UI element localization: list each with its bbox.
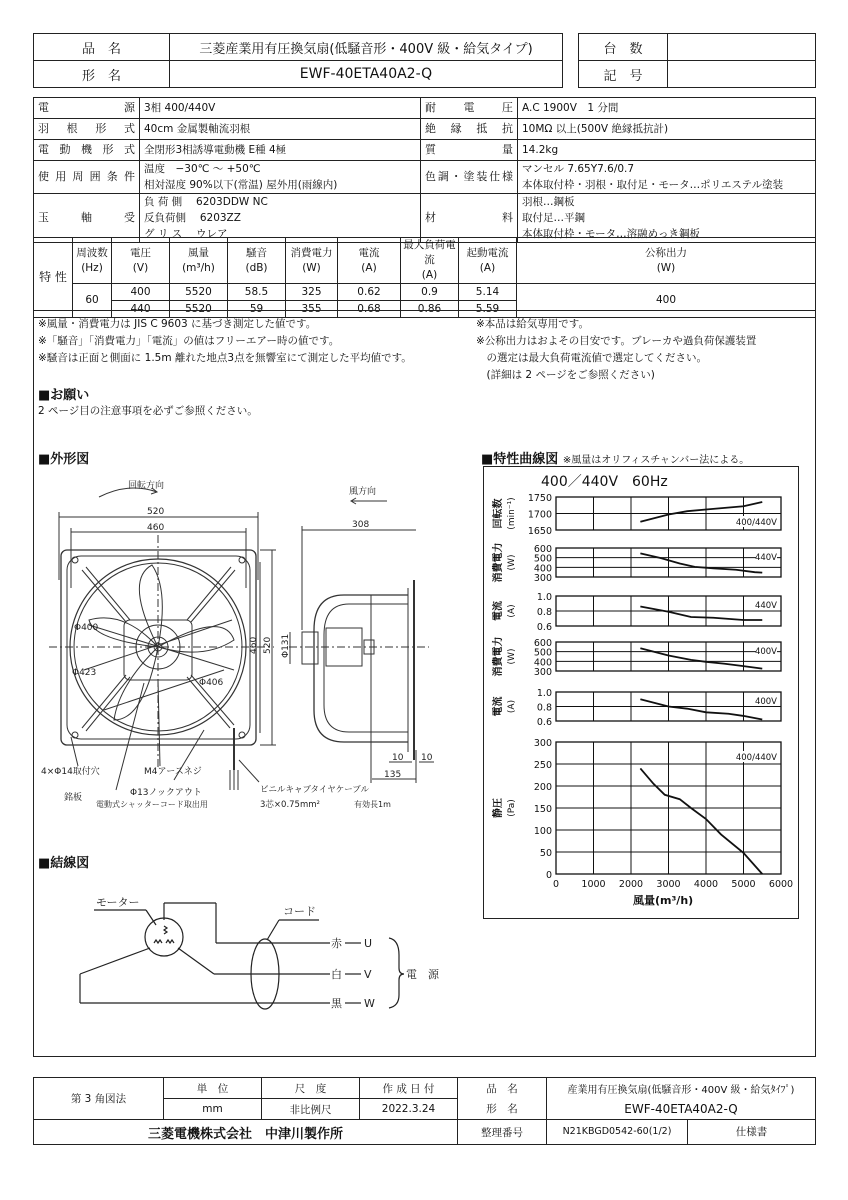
col-name: 電流 bbox=[358, 246, 380, 259]
callout-cable-len: 有効長1m bbox=[354, 800, 391, 809]
footer-product-name: 産業用有圧換気扇(低騒音形・400V 級・給気ﾀｲﾌﾟ) bbox=[547, 1078, 816, 1099]
wire-phase: U bbox=[364, 937, 373, 950]
power-cell: 355 bbox=[286, 301, 338, 318]
spec-line: 負 荷 側 6203DDW NC bbox=[144, 196, 268, 208]
col-unit: (W) bbox=[302, 261, 321, 274]
col-header bbox=[338, 238, 401, 284]
dim-h520: 520 bbox=[263, 636, 273, 654]
spec-value bbox=[140, 194, 421, 243]
col-header bbox=[112, 238, 170, 284]
name-label: 品 名 bbox=[458, 1078, 547, 1099]
series-label: 400/440V bbox=[735, 753, 777, 763]
request-text: 2 ページ目の注意事項を必ずご参照ください。 bbox=[38, 405, 258, 417]
company: 三菱電機株式会社 中津川製作所 bbox=[34, 1120, 458, 1145]
note-line: (詳細は 2 ページをご参照ください) bbox=[476, 369, 655, 381]
spec-line: 取付足…平鋼 bbox=[522, 212, 585, 224]
y-tick-label: 300 bbox=[533, 573, 552, 584]
y-tick-label: 1650 bbox=[527, 526, 552, 537]
col-unit: (m³/h) bbox=[182, 261, 215, 274]
col-header bbox=[286, 238, 338, 284]
col-header bbox=[517, 238, 816, 284]
dim-10b: 10 bbox=[421, 753, 433, 763]
spec-label: 使用周囲条件 bbox=[34, 161, 140, 194]
symbol-value[interactable] bbox=[668, 61, 816, 88]
col-name: 起動電流 bbox=[466, 246, 509, 259]
noise-cell: 58.5 bbox=[228, 284, 286, 301]
x-tick-label: 4000 bbox=[693, 879, 719, 890]
y-tick-label: 600 bbox=[533, 544, 552, 555]
y-axis-label: 消費電力 bbox=[493, 542, 504, 583]
note-line: の選定は最大負荷電流値で選定してください。 bbox=[476, 352, 707, 364]
start-current-cell: 5.14 bbox=[459, 284, 517, 301]
col-unit: (V) bbox=[132, 261, 149, 274]
y-tick-label: 300 bbox=[533, 738, 552, 749]
y-tick-label: 1700 bbox=[527, 509, 552, 521]
x-tick-label: 5000 bbox=[731, 879, 756, 890]
y-tick-label: 100 bbox=[533, 826, 552, 837]
spec-value: 10MΩ 以上(500V 絶縁抵抗計) bbox=[518, 119, 816, 140]
current-cell: 0.68 bbox=[338, 301, 401, 318]
max-current-cell: 0.86 bbox=[401, 301, 459, 318]
y-tick-label: 50 bbox=[539, 848, 552, 859]
spec-table bbox=[33, 97, 816, 243]
note-line: ※本品は給気専用です。 bbox=[476, 318, 589, 330]
unit-label: 単 位 bbox=[164, 1078, 262, 1099]
noise-cell: 59 bbox=[228, 301, 286, 318]
col-name: 騒音 bbox=[246, 246, 267, 259]
unit-value: mm bbox=[164, 1099, 262, 1120]
dim-308: 308 bbox=[352, 520, 370, 530]
quantity-label: 台 数 bbox=[579, 34, 668, 61]
col-name: 消費電力 bbox=[290, 246, 333, 259]
start-current-cell: 5.59 bbox=[459, 301, 517, 318]
projection: 第 3 角図法 bbox=[34, 1078, 164, 1120]
spec-label: 電動機形式 bbox=[34, 140, 140, 161]
col-unit: (A) bbox=[479, 261, 496, 274]
doc-info bbox=[547, 1120, 816, 1145]
spec-line: 本体取付枠・羽根・取付足・モータ…ポリエステル塗装 bbox=[522, 179, 784, 191]
frequency-cell: 60 bbox=[73, 284, 112, 318]
col-header bbox=[228, 238, 286, 284]
scale-value: 非比例尺 bbox=[262, 1099, 360, 1120]
motor-label: モーター bbox=[96, 896, 140, 909]
motor-icon bbox=[145, 918, 183, 956]
model-label: 形 名 bbox=[34, 61, 170, 88]
spec-line: マンセル 7.65Y7.6/0.7 bbox=[522, 163, 635, 175]
date-label: 作 成 日 付 bbox=[360, 1078, 458, 1099]
power-label: 電 源 bbox=[406, 968, 439, 981]
col-name: 電圧 bbox=[130, 246, 151, 259]
callout-cable: ビニルキャブタイヤケーブル bbox=[260, 785, 369, 795]
y-axis-label: 回転数 bbox=[493, 498, 504, 529]
col-name: 最大負荷電流 bbox=[403, 239, 456, 266]
voltage-cell: 400 bbox=[112, 284, 170, 301]
outline-drawing bbox=[34, 470, 474, 830]
col-unit: (Hz) bbox=[81, 261, 103, 274]
x-tick-label: 3000 bbox=[656, 879, 681, 890]
dim-10a: 10 bbox=[392, 753, 404, 763]
callout-knockout-sub: 電動式シャッターコード取出用 bbox=[96, 800, 208, 809]
wiring-diagram bbox=[34, 880, 439, 1020]
dim-d131: Φ131 bbox=[281, 633, 291, 658]
spec-label: 絶縁抵抗 bbox=[421, 119, 518, 140]
rated-output-cell: 400 bbox=[517, 284, 816, 318]
scale-label: 尺 度 bbox=[262, 1078, 360, 1099]
spec-line: グ リ ス ウレア bbox=[144, 228, 228, 240]
header-table bbox=[33, 33, 563, 88]
symbol-label: 記 号 bbox=[579, 61, 668, 88]
max-current-cell: 0.9 bbox=[401, 284, 459, 301]
col-header bbox=[401, 238, 459, 284]
outline-title: ■外形図 bbox=[38, 452, 90, 467]
y-tick-label: 300 bbox=[533, 667, 552, 678]
callout-plate: 銘板 bbox=[64, 793, 83, 803]
notes-right bbox=[476, 316, 756, 384]
col-unit: (A) bbox=[421, 269, 438, 281]
chart-section-title bbox=[481, 448, 749, 467]
col-header bbox=[73, 238, 112, 284]
y-tick-label: 150 bbox=[533, 804, 552, 815]
y-axis-unit: (A) bbox=[507, 604, 517, 618]
y-tick-label: 400 bbox=[533, 657, 552, 669]
y-tick-label: 1750 bbox=[527, 493, 552, 504]
callout-knockout: Φ13ノックアウト bbox=[130, 788, 202, 798]
spec-label: 質量 bbox=[421, 140, 518, 161]
spec-value: 全閉形3相誘導電動機 E種 4極 bbox=[140, 140, 421, 161]
y-axis-unit: (W) bbox=[507, 648, 517, 665]
note-line: ※「騒音」「消費電力」「電流」の値はフリーエアー時の値です。 bbox=[38, 335, 340, 347]
spec-value: 40cm 金属製軸流羽根 bbox=[140, 119, 421, 140]
dim-135: 135 bbox=[384, 770, 402, 780]
characteristics-table bbox=[33, 237, 816, 318]
wire-color: 白 bbox=[331, 968, 342, 981]
rotation-label: 回転方向 bbox=[128, 481, 165, 491]
series-label: 440V bbox=[754, 553, 777, 563]
y-tick-label: 500 bbox=[533, 647, 552, 659]
y-tick-label: 1.0 bbox=[536, 592, 552, 603]
y-axis-label: 電流 bbox=[493, 696, 504, 717]
series-label: 400V bbox=[754, 647, 777, 657]
note-line: ※風量・消費電力は JIS C 9603 に基づき測定した値です。 bbox=[38, 318, 317, 330]
airflow-cell: 5520 bbox=[170, 301, 228, 318]
spec-label: 羽根形式 bbox=[34, 119, 140, 140]
notes-left bbox=[38, 316, 412, 367]
y-tick-label: 400 bbox=[533, 563, 552, 575]
chart-note: ※風量はオリフィスチャンバー法による。 bbox=[562, 455, 750, 466]
model-label: 形 名 bbox=[458, 1099, 547, 1120]
airflow-cell: 5520 bbox=[170, 284, 228, 301]
dim-460: 460 bbox=[147, 523, 165, 533]
wire-color: 黒 bbox=[331, 997, 342, 1010]
dim-h460: 460 bbox=[249, 636, 259, 654]
spec-label: 電源 bbox=[34, 98, 140, 119]
brace-icon bbox=[389, 938, 404, 1008]
note-line: ※公称出力はおよその目安です。ブレーカや過負荷保護装置 bbox=[476, 335, 757, 347]
y-tick-label: 250 bbox=[533, 760, 552, 771]
product-name-label: 品 名 bbox=[34, 34, 170, 61]
callout-cable-spec: 3芯×0.75mm² bbox=[260, 800, 320, 810]
y-tick-label: 0.6 bbox=[536, 717, 552, 728]
series-label: 400/440V bbox=[735, 518, 777, 528]
spec-value: 14.2kg bbox=[518, 140, 816, 161]
wire-color: 赤 bbox=[331, 937, 342, 950]
dim-520: 520 bbox=[147, 507, 165, 517]
callout-mount-holes: 4×Φ14取付穴 bbox=[41, 767, 100, 777]
dim-d423: Φ423 bbox=[72, 668, 97, 678]
request-title: ■お願い bbox=[38, 388, 90, 403]
y-axis-label: 電流 bbox=[493, 601, 504, 621]
x-tick-label: 2000 bbox=[618, 879, 644, 890]
y-tick-label: 0 bbox=[545, 870, 552, 881]
chart-section-heading: ■特性曲線図 bbox=[481, 452, 559, 467]
y-tick-label: 0.8 bbox=[536, 607, 552, 618]
spec-line: 相対湿度 90%以下(常温) 屋外用(雨線内) bbox=[144, 179, 338, 191]
wiring-title: ■結線図 bbox=[38, 856, 90, 871]
doc-number: N21KBGD0542-60(1/2) bbox=[547, 1120, 688, 1144]
y-tick-label: 0.6 bbox=[536, 622, 552, 633]
spec-line: 温度 −30℃ 〜 +50℃ bbox=[144, 163, 261, 175]
spec-label: 耐電圧 bbox=[421, 98, 518, 119]
y-axis-label: 消費電力 bbox=[493, 636, 504, 677]
spec-label: 色調・塗装仕様 bbox=[421, 161, 518, 194]
product-name: 三菱産業用有圧換気扇(低騒音形・400V 級・給気タイプ) bbox=[170, 34, 563, 61]
spec-value bbox=[518, 194, 816, 243]
col-header bbox=[170, 238, 228, 284]
quantity-value[interactable] bbox=[668, 34, 816, 61]
y-axis-unit: (A) bbox=[507, 699, 517, 714]
voltage-cell: 440 bbox=[112, 301, 170, 318]
col-name: 周波数 bbox=[76, 246, 108, 259]
y-axis-unit: (W) bbox=[507, 554, 517, 571]
callout-earth-screw: M4アースネジ bbox=[144, 767, 202, 777]
doc-type: 仕様書 bbox=[735, 1126, 768, 1138]
power-cell: 325 bbox=[286, 284, 338, 301]
characteristic-curve-chart bbox=[483, 466, 797, 917]
series-label: 400V bbox=[754, 697, 777, 707]
characteristics-label: 特 性 bbox=[34, 238, 73, 318]
dim-d406: Φ406 bbox=[199, 678, 224, 688]
model-value: EWF-40ETA40A2-Q bbox=[170, 61, 563, 88]
series-label: 440V bbox=[754, 601, 777, 611]
title-block bbox=[33, 1077, 816, 1145]
x-tick-label: 1000 bbox=[581, 879, 606, 890]
col-unit: (A) bbox=[361, 261, 377, 274]
table-row bbox=[34, 284, 816, 301]
col-unit: (W) bbox=[656, 261, 676, 274]
y-axis-unit: (min⁻¹) bbox=[507, 497, 517, 530]
dim-d400: Φ400 bbox=[74, 623, 99, 633]
col-header bbox=[459, 238, 517, 284]
doc-no-label: 整理番号 bbox=[458, 1120, 547, 1145]
spec-line: 羽根…鋼板 bbox=[522, 196, 575, 208]
y-tick-label: 0.8 bbox=[536, 702, 552, 714]
col-unit: (dB) bbox=[245, 261, 268, 274]
y-tick-label: 200 bbox=[533, 782, 552, 793]
cord-label: コード bbox=[283, 905, 316, 918]
spec-line: 反負荷側 6203ZZ bbox=[144, 212, 241, 224]
chart-title: 400／440V 60Hz bbox=[541, 474, 668, 490]
wind-direction-label: 風方向 bbox=[349, 487, 377, 497]
y-tick-label: 500 bbox=[533, 553, 552, 565]
date-value: 2022.3.24 bbox=[360, 1099, 458, 1120]
y-tick-label: 600 bbox=[533, 638, 552, 649]
y-axis-unit: (Pa) bbox=[507, 799, 517, 817]
spec-label: 材料 bbox=[421, 194, 518, 243]
note-line: ※騒音は正面と側面に 1.5m 離れた地点3点を無響室にて測定した平均値です。 bbox=[38, 352, 412, 364]
footer-model: EWF-40ETA40A2-Q bbox=[547, 1099, 816, 1120]
spec-value bbox=[140, 161, 421, 194]
x-tick-label: 6000 bbox=[768, 879, 794, 890]
y-tick-label: 1.0 bbox=[536, 688, 552, 699]
spec-value: 3相 400/440V bbox=[140, 98, 421, 119]
x-tick-label: 0 bbox=[552, 879, 560, 890]
col-name: 公称出力 bbox=[645, 246, 687, 259]
wire-phase: W bbox=[364, 997, 375, 1010]
spec-line: 本体取付枠・モータ…溶融めっき鋼板 bbox=[522, 228, 700, 240]
chart-xlabel: 風量(m³/h) bbox=[633, 894, 694, 907]
spec-label: 玉軸受 bbox=[34, 194, 140, 243]
current-cell: 0.62 bbox=[338, 284, 401, 301]
spec-value bbox=[518, 161, 816, 194]
wire-phase: V bbox=[364, 968, 372, 981]
y-axis-label: 静圧 bbox=[493, 798, 504, 818]
spec-value: A.C 1900V 1 分間 bbox=[518, 98, 816, 119]
col-name: 風量 bbox=[188, 246, 209, 259]
quantity-table bbox=[578, 33, 816, 88]
